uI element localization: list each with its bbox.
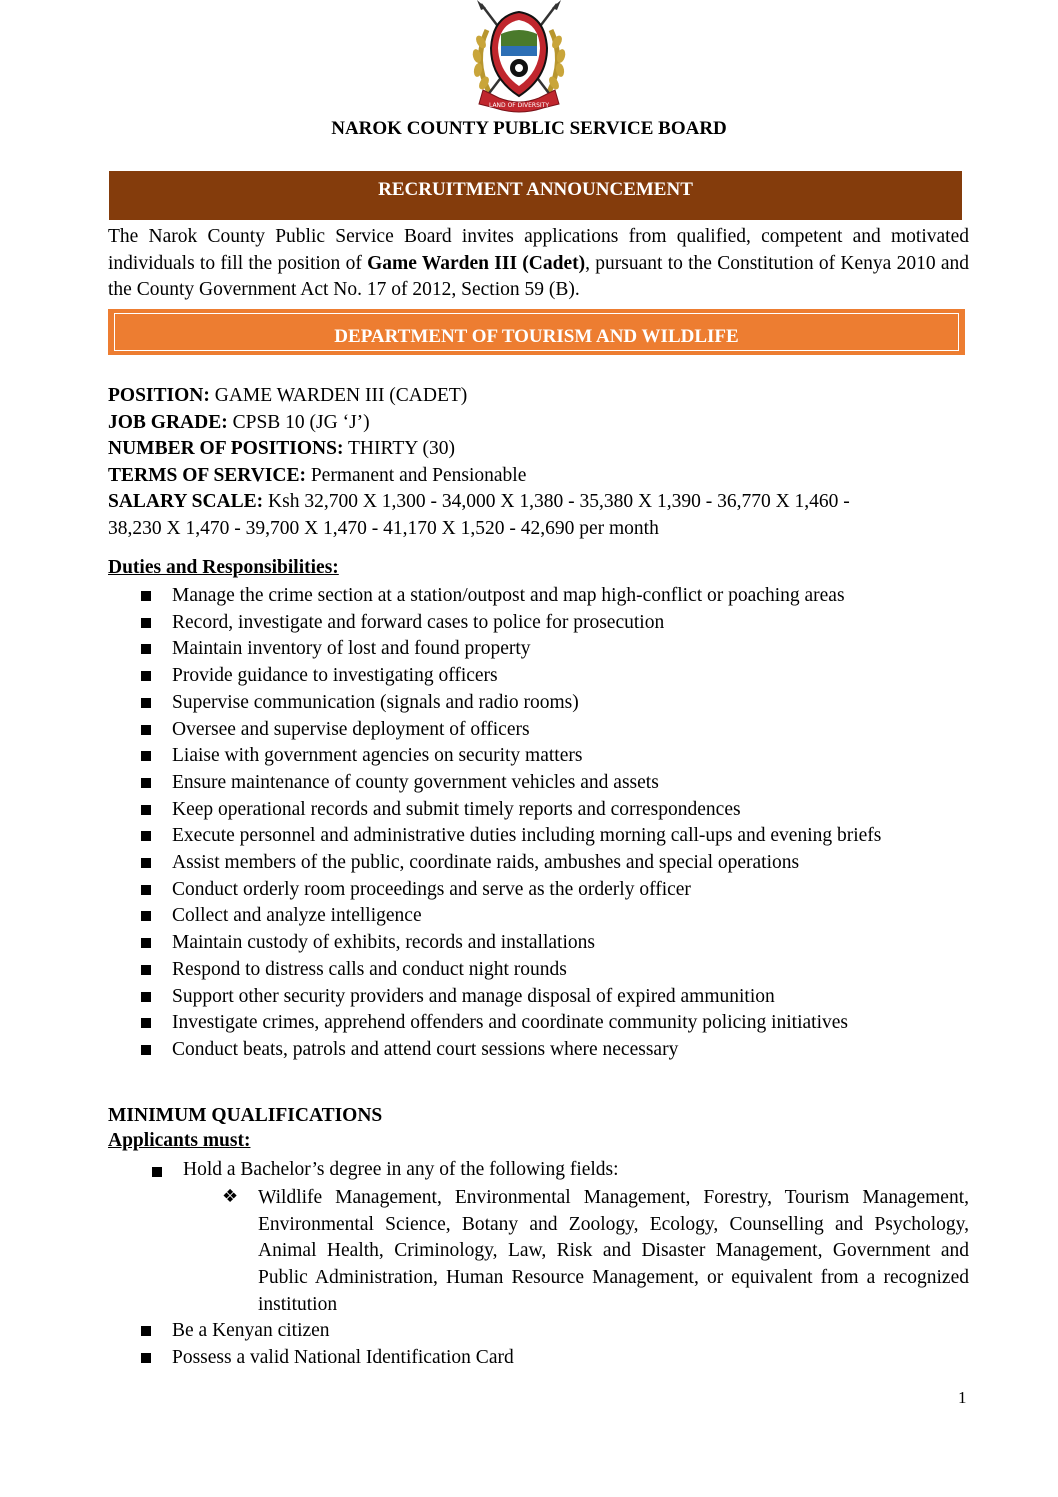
square-bullet-icon [141,778,151,788]
list-item-text: Support other security providers and manage disposal of expired ammunition [172,985,775,1007]
list-item [0,663,972,690]
positions-count-label: NUMBER OF POSITIONS: [108,438,344,459]
list-item-text: Maintain inventory of lost and found property [172,638,531,660]
square-bullet-icon [141,1326,151,1336]
degree-requirement [152,1159,619,1181]
applicants-must-heading: Applicants must: [108,1130,251,1151]
duties-heading: Duties and Responsibilities: [108,557,339,578]
list-item [0,1010,972,1037]
list-item-text: Ensure maintenance of county government vehicles and assets [172,771,659,793]
page-number: 1 [958,1388,967,1407]
intro-text-after: , pursuant to the Constitution of Kenya 2010 and the County Government Act No. 17 of 2012, Section 59 (B). [108,252,970,300]
recruitment-banner [109,171,962,220]
position-label: POSITION: [108,385,210,406]
list-item [0,903,972,930]
list-item [0,583,972,610]
salary-label: SALARY SCALE: [108,491,264,512]
grade-value: CPSB 10 (JG ‘J’) [227,411,370,433]
square-bullet-icon [141,1045,151,1055]
grade-label: JOB GRADE: [108,411,228,433]
banner-title: RECRUITMENT ANNOUNCEMENT [378,179,693,200]
square-bullet-icon [152,1167,162,1177]
list-item [0,1318,972,1345]
department-title: DEPARTMENT OF TOURISM AND WILDLIFE [334,326,739,347]
list-item-text: Investigate crimes, apprehend offenders and coordinate community policing initiatives [172,1012,848,1034]
square-bullet-icon [141,751,151,761]
list-item-text: Collect and analyze intelligence [172,905,422,927]
list-item [0,850,972,877]
intro-position: Game Warden III (Cadet) [367,252,586,274]
square-bullet-icon [141,858,151,868]
list-item-text: Execute personnel and administrative duties including morning call-ups and evening briefs [172,825,882,847]
list-item-text: Manage the crime section at a station/outpost and map high-conflict or poaching areas [172,585,845,606]
position-row [108,383,968,410]
list-item [0,610,972,637]
square-bullet-icon [141,591,151,601]
square-bullet-icon [141,618,151,628]
list-item-text: Supervise communication (signals and radio rooms) [172,691,579,713]
diamond-bullet-icon: ❖ [222,1186,239,1207]
list-item-text: Be a Kenyan citizen [172,1320,330,1341]
list-item [0,823,972,850]
department-banner-frame [114,313,959,351]
square-bullet-icon [141,671,151,681]
position-value: GAME WARDEN III (CADET) [209,385,468,406]
square-bullet-icon [141,965,151,975]
list-item-text: Maintain custody of exhibits, records and installations [172,932,595,954]
square-bullet-icon [141,885,151,895]
square-bullet-icon [141,1353,151,1363]
list-item-text: Keep operational records and submit timely reports and correspondences [172,798,741,820]
job-details [108,383,968,542]
list-item [0,930,972,957]
square-bullet-icon [141,831,151,841]
list-item [0,797,972,824]
list-item-text: Conduct beats, patrols and attend court sessions where necessary [172,1038,679,1060]
list-item-text: Respond to distress calls and conduct night rounds [172,958,567,980]
positions-count-value: THIRTY (30) [343,438,455,459]
list-item-text: Provide guidance to investigating officers [172,665,498,687]
degree-requirement-text: Hold a Bachelor’s degree in any of the following fields: [183,1159,619,1180]
qualification-list [0,1318,972,1371]
list-item [0,957,972,984]
square-bullet-icon [141,992,151,1002]
salary-row-continued [108,516,968,543]
list-item [0,690,972,717]
coat-of-arms-logo [459,0,579,114]
min-qualifications-heading: MINIMUM QUALIFICATIONS [108,1105,383,1126]
list-item [0,636,972,663]
square-bullet-icon [141,1018,151,1028]
intro-text-before: The Narok County Public Service Board invites applications from qualified, competent and motivated individuals to fill the position of [108,226,969,274]
square-bullet-icon [141,805,151,815]
list-item-text: Conduct orderly room proceedings and serve as the orderly officer [172,878,691,900]
list-item-text: Assist members of the public, coordinate raids, ambushes and special operations [172,852,800,874]
list-item [0,984,972,1011]
svg-text:LAND OF DIVERSITY: LAND OF DIVERSITY [488,102,550,109]
positions-count-row [108,436,968,463]
salary-value-line2: 38,230 X 1,470 - 39,700 X 1,470 - 41,170 X 1,520 - 42,690 per month [108,517,659,539]
list-item [0,717,972,744]
org-title: NAROK COUNTY PUBLIC SERVICE BOARD [331,118,727,139]
square-bullet-icon [141,938,151,948]
list-item [0,877,972,904]
intro-paragraph [108,224,969,304]
terms-row [108,463,968,490]
list-item-text: Record, investigate and forward cases to police for prosecution [172,611,665,633]
terms-label: TERMS OF SERVICE: [108,464,306,486]
list-item [0,1345,972,1372]
square-bullet-icon [141,644,151,654]
square-bullet-icon [141,911,151,921]
duties-list [0,583,972,1064]
grade-row [108,410,968,437]
square-bullet-icon [141,725,151,735]
salary-row [108,489,968,516]
list-item-text: Oversee and supervise deployment of officers [172,718,530,740]
list-item-text: Liaise with government agencies on security matters [172,745,583,767]
salary-value-line1: Ksh 32,700 X 1,300 - 34,000 X 1,380 - 35,380 X 1,390 - 36,770 X 1,460 - [263,491,850,512]
list-item [0,1037,972,1064]
square-bullet-icon [141,698,151,708]
department-banner [108,309,965,355]
degree-fields: Wildlife Management, Environmental Management, Forestry, Tourism Management, Environmental Science, Botany and Zoology, Ecology, Counselling and Psychology, Animal Health, Criminology, Law, Risk and Disaster Management, Government and Public Administration, Human Resource Management, or equivalent from a recognized institution [258,1187,969,1315]
list-item [0,770,972,797]
terms-value: Permanent and Pensionable [305,464,527,486]
list-item-text: Possess a valid National Identification Card [172,1346,514,1368]
list-item [0,743,972,770]
